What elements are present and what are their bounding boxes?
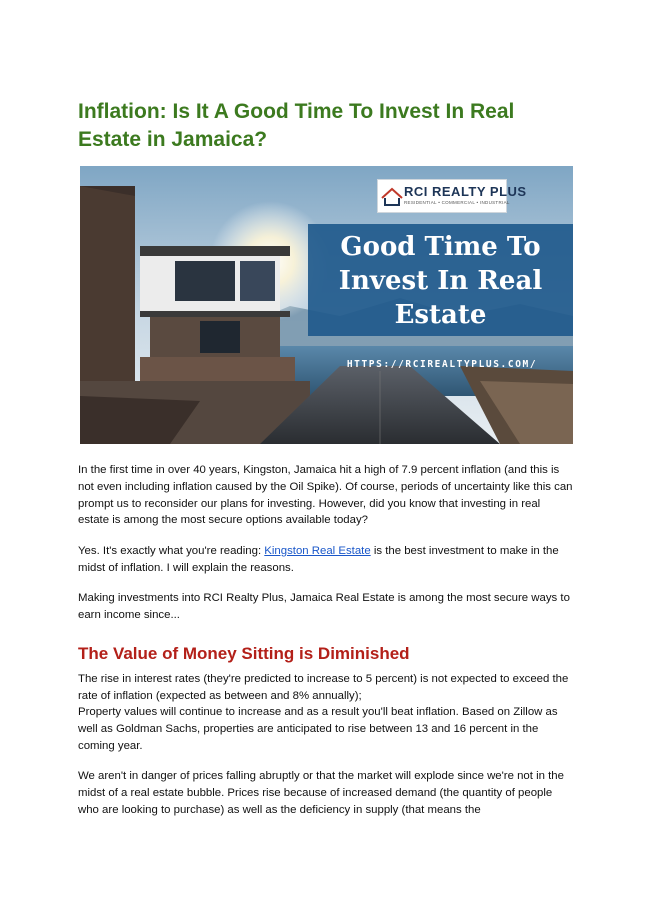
- paragraph-4: The rise in interest rates (they're predicted to increase to 5 percent) is not expected to exceed the rate of inflation (expected as between and 8% annually);: [78, 673, 569, 702]
- kingston-real-estate-link[interactable]: Kingston Real Estate: [264, 545, 371, 557]
- headline-line-2: Invest In Real: [338, 266, 543, 296]
- paragraph-2-start: Yes. It's exactly what you're reading:: [78, 545, 265, 557]
- house-logo-icon: [381, 186, 403, 206]
- logo-text: RCI REALTY PLUS: [404, 184, 527, 199]
- headline-line-1: Good Time To: [340, 232, 541, 262]
- paragraph-3: Making investments into RCI Realty Plus, Jamaica Real Estate is among the most secure ways to earn income since...: [78, 592, 570, 621]
- headline-panel: [308, 224, 573, 336]
- article-title: Inflation: Is It A Good Time To Invest In Real Estate in Jamaica?: [78, 100, 515, 151]
- paragraph-2: [78, 543, 574, 577]
- headline-line-3: Estate: [394, 300, 487, 330]
- section-heading: The Value of Money Sitting is Diminished: [78, 644, 410, 663]
- paragraph-2-end: is the best investment to make in the midst of inflation. I will explain the reasons.: [78, 545, 559, 574]
- paragraph-5: Property values will continue to increase and as a result you'll beat inflation. Based on Zillow as well as Goldman Sachs, properties are anticipated to rise between 13 and 16 percent in the coming year.: [78, 706, 558, 752]
- hero-url: HTTPS://RCIREALTYPLUS.COM/: [346, 359, 538, 370]
- rci-logo: [377, 179, 527, 213]
- hero-image: [80, 166, 573, 444]
- paragraph-1: In the first time in over 40 years, Kingston, Jamaica hit a high of 7.9 percent inflation (and this is not even including inflation caused by the Oil Spike). Of course, periods of uncertainty like this can prompt us to reconsider our plans for investing. However, did you know that investing in real estate is among the most secure options available today?: [78, 464, 573, 527]
- logo-tagline: RESIDENTIAL • COMMERCIAL • INDUSTRIAL: [404, 200, 510, 205]
- paragraph-6: We aren't in danger of prices falling abruptly or that the market will explode since we're not in the midst of a real estate bubble. Prices rise because of increased demand (the quantity of people who are looking to purchase) as well as the deficiency in supply (that means the: [78, 770, 564, 816]
